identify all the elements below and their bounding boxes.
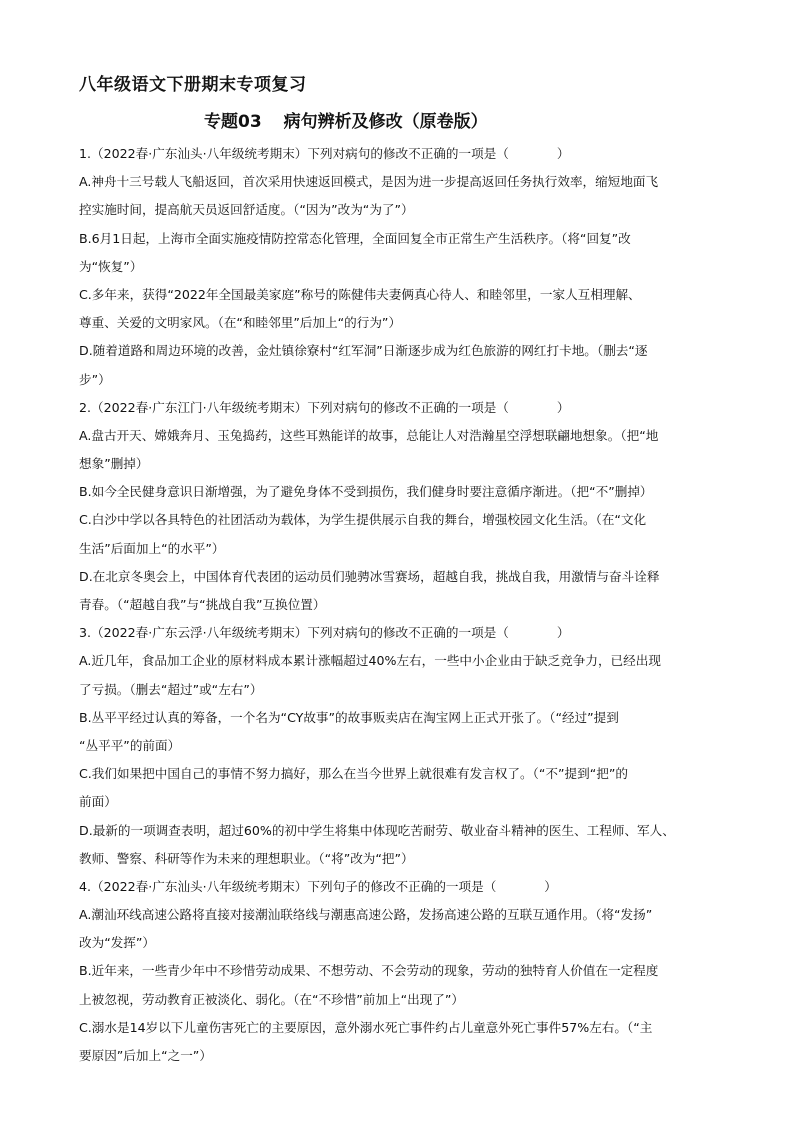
option-c-line: 尊重、关爱的文明家风。（在“和睦邻里”后加上“的行为”） bbox=[79, 315, 402, 331]
question-list bbox=[79, 140, 719, 1070]
option-a-line: 改为“发挥”） bbox=[79, 935, 156, 951]
question-1 bbox=[79, 140, 719, 394]
option-c-line: C.多年来，获得“2022年全国最美家庭”称号的陈健伟夫妻俩真心待人、和睦邻里，一家人互相理解、 bbox=[79, 286, 641, 302]
option-d-line: D.随着道路和周边环境的改善，金灶镇徐寮村“红军洞”日渐逐步成为红色旅游的网红打卡地。（删去“逐 bbox=[79, 343, 648, 359]
document-subtitle bbox=[204, 107, 488, 132]
option-b-line: B.近年来，一些青少年中不珍惜劳动成果、不想劳动、不会劳动的现象，劳动的独特育人价值在一定程度 bbox=[79, 963, 659, 979]
document-title: 八年级语文下册期末专项复习 bbox=[79, 75, 307, 95]
option-b-line: B.如今全民健身意识日渐增强，为了避免身体不受到损伤，我们健身时要注意循序渐进。（把“不”删掉） bbox=[79, 484, 653, 500]
option-b-line: 上被忽视，劳动教育正被淡化、弱化。（在“不珍惜”前加上“出现了”） bbox=[79, 991, 465, 1007]
subtitle-name: 病句辨析及修改（原卷版） bbox=[283, 112, 488, 132]
option-c-line: C.溺水是14岁以下儿童伤害死亡的主要原因，意外溺水死亡事件约占儿童意外死亡事件57%左右。（“主 bbox=[79, 1019, 653, 1035]
option-c-line: C.我们如果把中国自己的事情不努力搞好，那么在当今世界上就很难有发言权了。（“不”提到“把”的 bbox=[79, 766, 628, 782]
question-2 bbox=[79, 394, 719, 620]
option-b-line: B.6月1日起，上海市全面实施疫情防控常态化管理，全面回复全市正常生产生活秩序。（将“回复”改 bbox=[79, 230, 631, 246]
option-d-line: 青春。（“超越自我”与“挑战自我”互换位置） bbox=[79, 597, 326, 612]
option-b-line: “丛平平”的前面） bbox=[79, 737, 181, 753]
question-stem: 2.（2022春·广东江门·八年级统考期末）下列对病句的修改不正确的一项是（ ） bbox=[79, 399, 570, 415]
option-d-line: 教师、警察、科研等作为未来的理想职业。（“将”改为“把”） bbox=[79, 850, 414, 866]
option-d-line: D.最新的一项调查表明，超过60%的初中学生将集中体现吃苦耐劳、敬业奋斗精神的医生、工程师、军人、 bbox=[79, 822, 675, 838]
subtitle-code: 专题03 bbox=[204, 112, 262, 132]
question-3 bbox=[79, 619, 719, 873]
option-c-line: C.白沙中学以各具特色的社团活动为载体，为学生提供展示自我的舞台，增强校园文化生活。（在“文化 bbox=[79, 512, 647, 528]
option-c-line: 生活”后面加上“的水平”） bbox=[79, 540, 225, 556]
question-stem: 1.（2022春·广东汕头·八年级统考期末）下列对病句的修改不正确的一项是（ ） bbox=[79, 146, 570, 161]
option-b-line: 为“恢复”） bbox=[79, 258, 143, 274]
option-a-line: A.潮汕环线高速公路将直接对接潮汕联络线与潮惠高速公路，发扬高速公路的互联互通作用。（将“发扬” bbox=[79, 907, 653, 923]
option-a-line: 想象”删掉） bbox=[79, 456, 149, 472]
option-c-line: 要原因”后加上“之一”） bbox=[79, 1048, 212, 1063]
option-b-line: B.丛平平经过认真的筹备，一个名为“CY故事”的故事贩卖店在淘宝网上正式开张了。（“经过”提到 bbox=[79, 709, 619, 725]
option-a-line: A.盘古开天、嫦娥奔月、玉兔捣药，这些耳熟能详的故事，总能让人对浩瀚星空浮想联翩地想象。（把“地 bbox=[79, 427, 659, 443]
option-c-line: 前面） bbox=[79, 794, 117, 810]
question-stem: 3.（2022春·广东云浮·八年级统考期末）下列对病句的修改不正确的一项是（ ） bbox=[79, 625, 570, 641]
option-a-line: A.近几年，食品加工企业的原材料成本累计涨幅超过40%左右，一些中小企业由于缺乏竞争力，已经出现 bbox=[79, 653, 661, 669]
question-4 bbox=[79, 873, 719, 1070]
option-d-line: D.在北京冬奥会上，中国体育代表团的运动员们驰骋冰雪赛场，超越自我，挑战自我，用激情与奋斗诠释 bbox=[79, 568, 660, 584]
option-d-line: 步”） bbox=[79, 371, 111, 387]
option-a-line: 了亏损。（删去“超过”或“左右”） bbox=[79, 681, 263, 697]
question-stem: 4.（2022春·广东汕头·八年级统考期末）下列句子的修改不正确的一项是（ ） bbox=[79, 878, 557, 894]
option-a-line: A.神舟十三号载人飞船返回，首次采用快速返回模式，是因为进一步提高返回任务执行效率，缩短地面飞 bbox=[79, 174, 659, 190]
option-a-line: 控实施时间，提高航天员返回舒适度。（“因为”改为“为了”） bbox=[79, 202, 414, 218]
